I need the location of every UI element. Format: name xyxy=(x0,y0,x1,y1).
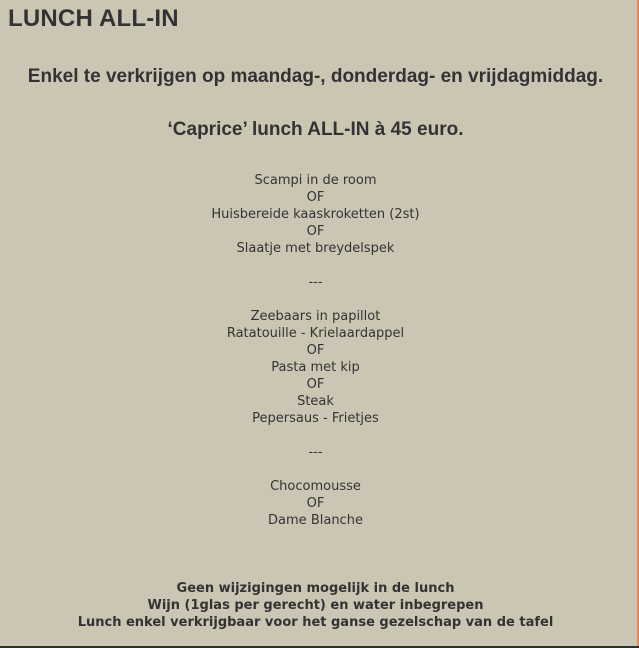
menu-item: Zeebaars in papillot xyxy=(250,309,381,324)
menu-item: Chocomousse xyxy=(270,479,361,494)
menu-or: OF xyxy=(306,377,325,392)
menu-or: OF xyxy=(306,190,325,205)
menu-item: Pepersaus - Frietjes xyxy=(252,411,379,426)
availability-text: Enkel te verkrijgen op maandag-, donderdag- en vrijdagmiddag. xyxy=(27,66,604,87)
menu-item: Slaatje met breydelspek xyxy=(236,241,395,256)
note-line: Lunch enkel verkrijgbaar voor het ganse gezelschap van de tafel xyxy=(77,615,554,630)
menu-item: Huisbereide kaaskroketten (2st) xyxy=(211,207,420,222)
menu-or: OF xyxy=(306,496,325,511)
menu-or: OF xyxy=(306,224,325,239)
menu-or: OF xyxy=(306,343,325,358)
menu-item: Scampi in de room xyxy=(254,173,377,188)
note-line: Wijn (1glas per gerecht) en water inbegrepen xyxy=(147,598,484,613)
menu-item: Pasta met kip xyxy=(271,360,360,375)
menu-item: Ratatouille - Krielaardappel xyxy=(226,326,405,341)
course-separator: --- xyxy=(308,275,323,290)
starters-list xyxy=(0,172,631,529)
menu-item: Dame Blanche xyxy=(268,513,363,528)
note-line: Geen wijzigingen mogelijk in de lunch xyxy=(176,581,455,596)
menu-item: Steak xyxy=(297,394,334,409)
offer-text: ‘Caprice’ lunch ALL-IN à 45 euro. xyxy=(167,119,464,140)
course-separator: --- xyxy=(308,445,323,460)
page-title: LUNCH ALL-IN xyxy=(8,5,179,32)
notes-block xyxy=(0,580,631,631)
